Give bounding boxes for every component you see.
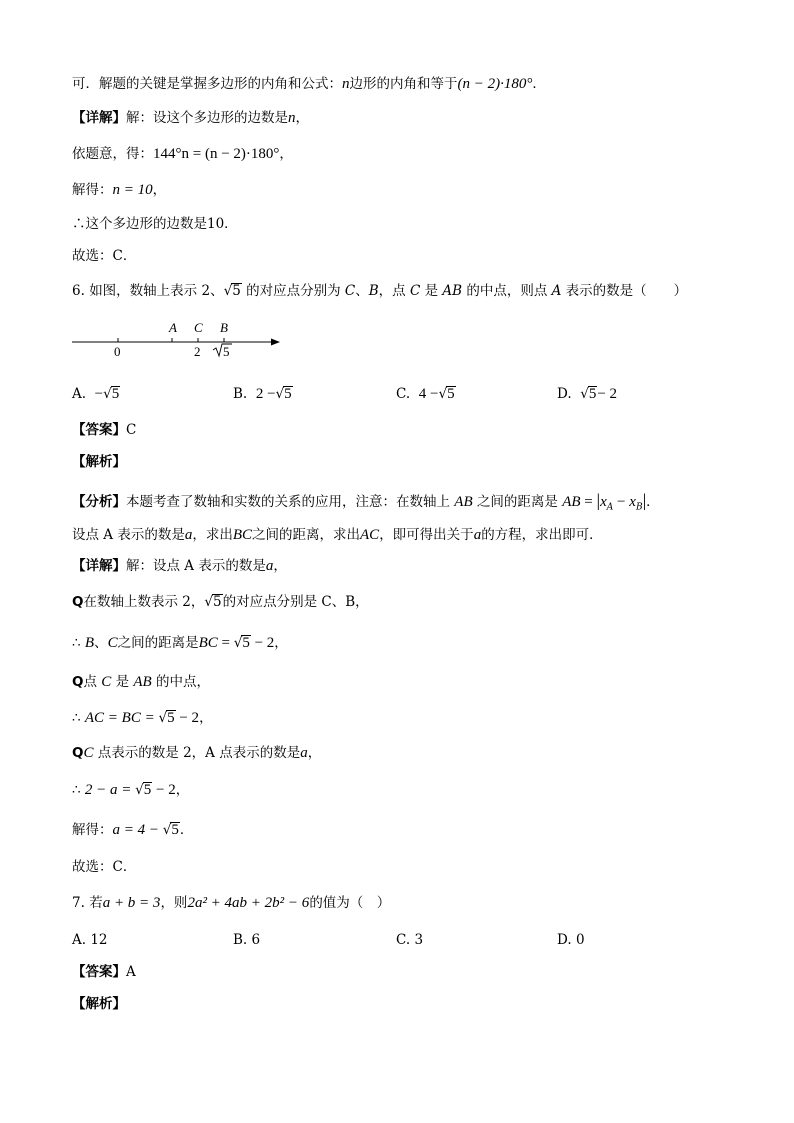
option-d: D. 0	[557, 932, 585, 948]
label-sqrt: 5	[223, 344, 230, 359]
text-line: ∴这个多边形的边数是10．	[72, 216, 238, 232]
option-c: C. 3	[396, 932, 424, 948]
option-d: D. √5− 2	[557, 386, 618, 402]
detail-line: ∴ B、C之间的距离是BC = √5 − 2，	[72, 635, 288, 651]
formula: n = 10	[112, 182, 153, 198]
question-6-stem: 6. 如图，数轴上表示 2、√5 的对应点分别为 C、B，点 C 是 AB 的中点，则点 A 表示的数是（ ）	[72, 283, 688, 299]
text-line: 依题意，得：144°n = (n − 2)·180°，	[72, 146, 293, 162]
detail-line: 解得：a = 4 − √5．	[72, 822, 194, 838]
detail-line: ∴ 2 − a = √5 − 2，	[72, 782, 190, 798]
text-line: 故选：C．	[72, 248, 137, 264]
arrow-right-icon	[271, 339, 280, 346]
text-line: 【详解】解：设这个多边形的边数是n，	[72, 110, 309, 126]
detail-line: QC 点表示的数是 2，A 点表示的数是a，	[72, 745, 322, 761]
analysis-heading: 【解析】	[72, 996, 126, 1012]
detail-line: 故选：C．	[72, 859, 137, 875]
formula: 144°n = (n − 2)·180°	[153, 146, 280, 162]
option-a: A. −√5	[72, 386, 120, 402]
answer-line: 【答案】A	[72, 964, 136, 980]
answer-line: 【答案】C	[72, 422, 137, 438]
formula: (n − 2)·180°	[457, 76, 533, 92]
analysis-heading: 【解析】	[72, 454, 126, 470]
detail-line: Q在数轴上数表示 2，√5的对应点分别是 C、B，	[72, 594, 369, 610]
detail-line: 【详解】解：设点 A 表示的数是a，	[72, 558, 287, 574]
text-line: 解得：n = 10，	[72, 182, 167, 198]
label-two: 2	[194, 344, 201, 359]
label-zero: 0	[114, 344, 121, 359]
label-c: C	[194, 320, 203, 335]
analysis-line: 设点 A 表示的数是a，求出BC之间的距离，求出AC，即可得出关于a的方程，求出即可．	[72, 527, 603, 543]
option-b: B. 2 −√5	[233, 386, 292, 402]
text-line: 可．解题的关键是掌握多边形的内角和公式：n边形的内角和等于(n − 2)·180°．	[72, 76, 546, 92]
option-a: A. 12	[72, 932, 108, 948]
detail-line: ∴ AC = BC = √5 − 2，	[72, 710, 213, 726]
detail-line: Q点 C 是 AB 的中点，	[72, 674, 211, 690]
analysis-line: 【分析】本题考查了数轴和实数的关系的应用，注意：在数轴上 AB 之间的距离是 AB = $|x_A - x_B|$．	[72, 490, 660, 513]
question-7-stem: 7. 若a + b = 3，则2a² + 4ab + 2b² − 6的值为（ ）	[72, 895, 391, 911]
label-b: B	[220, 320, 228, 335]
label-a: A	[169, 320, 177, 335]
number-line-figure	[68, 318, 288, 362]
option-b: B. 6	[233, 932, 261, 948]
option-c: C. 4 −√5	[396, 386, 455, 402]
